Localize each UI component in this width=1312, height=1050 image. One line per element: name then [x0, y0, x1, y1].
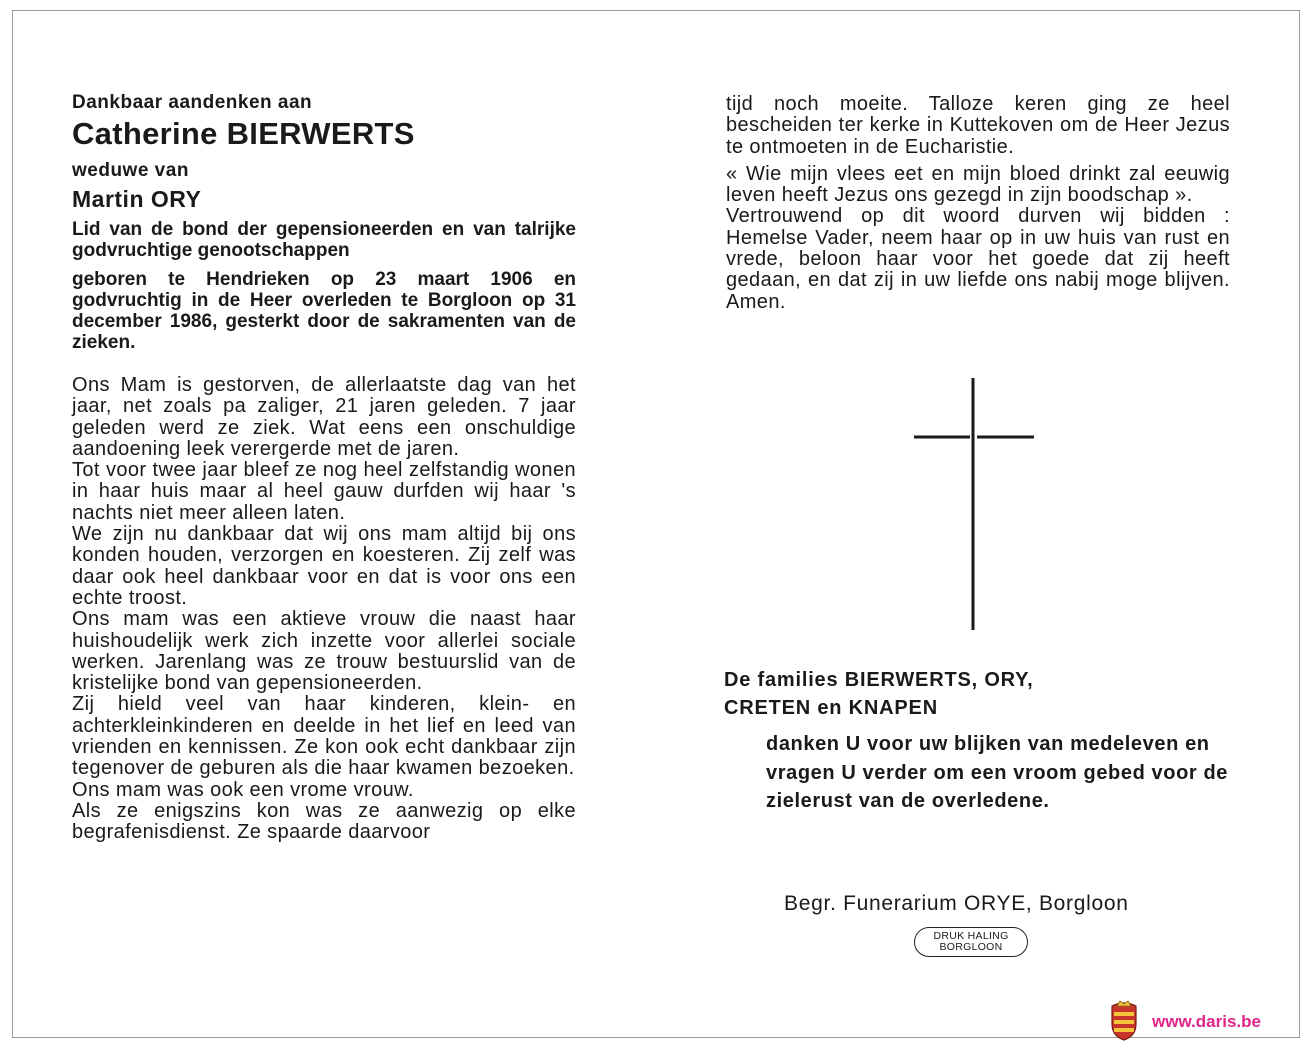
cross-icon: [914, 378, 1034, 630]
paragraph-7: Als ze enigszins kon was ze aanwezig op elke begrafenisdienst. Ze spaarde daarvoor: [72, 799, 576, 844]
families-line-1: De families BIERWERTS, ORY,: [724, 669, 1034, 691]
thanks-text: danken U voor uw blijken van medeleven en vragen U verder om een vroom gebed voor de zielerust van de overledene.: [766, 733, 1228, 812]
quote-paragraph: « Wie mijn vlees eet en mijn bloed drinkt zal eeuwig leven heeft Jezus ons gezegd in zijn boodschap ».: [726, 162, 1230, 207]
deceased-name: Catherine BIERWERTS: [72, 116, 415, 151]
printer-stamp: [914, 927, 1028, 957]
families-line-2: CRETEN en KNAPEN: [724, 697, 938, 719]
membership-text: Lid van de bond der gepensioneerden en van talrijke godvruchtige genootschappen: [72, 219, 576, 261]
families-block: [724, 666, 1244, 722]
crest-logo-icon: [1108, 998, 1140, 1042]
paragraph-4: Ons mam was een aktieve vrouw die naast haar huishoudelijk werk zich inzette voor allerlei sociale werken. Jarenlang was ze trouw bestuurslid van de kristelijke bond van gepensioneerden.: [72, 608, 576, 695]
husband-name: Martin ORY: [72, 186, 202, 212]
paragraph-5: Zij hield veel van haar kinderen, klein- en achterkleinkinderen en deelde in het lief en leed van vrienden en kennissen. Ze kon ook echt dankbaar zijn tegenover de geburen als die haar kwamen bezoeken.: [72, 693, 576, 780]
widow-of-line: weduwe van: [72, 160, 189, 181]
funerarium-line: Begr. Funerarium ORYE, Borgloon: [784, 892, 1129, 915]
paragraph-1: Ons Mam is gestorven, de allerlaatste dag van het jaar, net zoals pa zaliger, 21 jaren geleden. 7 jaar geleden werd ze ziek. Wat eens een onschuldige aandoening leek verergerde met de jaren.: [72, 374, 576, 460]
left-column: [72, 92, 576, 844]
printer-line-1: DRUK HALING: [933, 930, 1009, 942]
birth-death-text: geboren te Hendrieken op 23 maart 1906 en godvruchtig in de Heer overleden te Borgloon op 31 december 1986, gesterkt door de sakramenten van de zieken.: [72, 269, 576, 353]
watermark-site[interactable]: www.daris.be: [1152, 1012, 1261, 1031]
paragraph-6: Ons mam was ook een vrome vrouw.: [72, 778, 414, 801]
paragraph-2: Tot voor twee jaar bleef ze nog heel zelfstandig wonen in haar huis maar al heel gauw durfden wij haar 's nachts niet meer alleen laten.: [72, 459, 576, 524]
intro-line: Dankbaar aandenken aan: [72, 92, 313, 113]
paragraph-3: We zijn nu dankbaar dat wij ons mam altijd bij ons konden houden, verzorgen en koesteren. Zij zelf was daar ook heel dankbaar voor en dat is voor ons een echte troost.: [72, 523, 576, 609]
right-column: [726, 94, 1230, 313]
prayer-paragraph: Vertrouwend op dit woord durven wij bidden : Hemelse Vader, neem haar op in uw huis van rust en vrede, beloon haar voor het goede dat zij heeft gedaan, en dat zij in uw liefde ons nabij moge blijven. Amen.: [726, 205, 1230, 313]
printer-line-2: BORGLOON: [939, 941, 1003, 953]
right-paragraph-1: tijd noch moeite. Talloze keren ging ze heel bescheiden ter kerke in Kuttekoven om de Heer Jezus te ontmoeten in de Eucharistie.: [726, 93, 1230, 158]
